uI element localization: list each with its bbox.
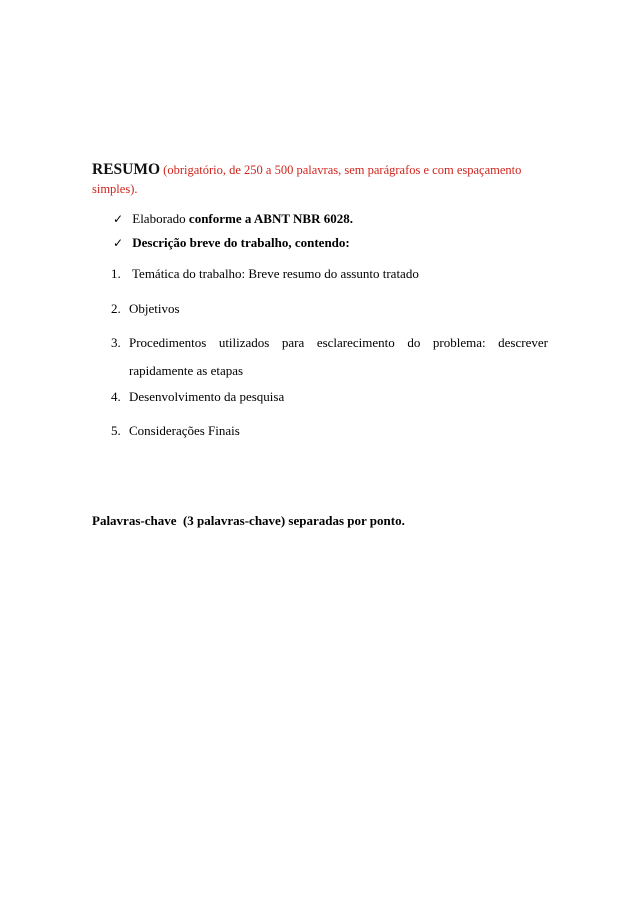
heading-note-continuation: simples). [92, 182, 138, 196]
list-item-number: 5. [111, 423, 121, 438]
list-item-text: Temática do trabalho: Breve resumo do assunto tratado [129, 266, 419, 281]
list-item-number: 3. [111, 335, 121, 350]
list-item-word: Procedimentos [129, 335, 207, 350]
resumo-heading [92, 160, 552, 199]
list-item-number: 2. [111, 301, 121, 316]
list-item-word: para [281, 335, 305, 350]
heading-title: RESUMO [92, 161, 161, 178]
list-item-word: utilizados [218, 335, 270, 350]
list-item-word: descrever [498, 335, 548, 350]
list-item-text-continuation: rapidamente as etapas [129, 363, 244, 378]
check-icon: ✓ [113, 212, 124, 226]
list-item-word: problema: [432, 335, 486, 350]
checklist-item [113, 211, 353, 227]
list-item-text: Considerações Finais [129, 423, 240, 438]
list-item-number: 1. [111, 266, 121, 281]
checklist-item-bold-text: conforme a ABNT NBR 6028. [188, 211, 353, 226]
list-item-word: esclarecimento [316, 335, 395, 350]
keywords-line: Palavras-chave (3 palavras-chave) separadas por ponto. [92, 513, 405, 528]
list-item [111, 335, 548, 378]
list-item-word: do [407, 335, 421, 350]
check-icon: ✓ [113, 236, 124, 250]
heading-note: (obrigatório, de 250 a 500 palavras, sem parágrafos e com espaçamento [163, 163, 522, 177]
list-item-number: 4. [111, 389, 121, 404]
list-item-text-line [129, 335, 548, 351]
list-item-text [129, 335, 548, 379]
checklist-item-text: Elaborado [132, 211, 189, 226]
list-item-text: Desenvolvimento da pesquisa [129, 389, 285, 404]
list-item-text: Objetivos [129, 301, 180, 316]
checklist-item [113, 235, 350, 251]
checklist-item-bold-text: Descrição breve do trabalho, contendo: [132, 235, 350, 250]
